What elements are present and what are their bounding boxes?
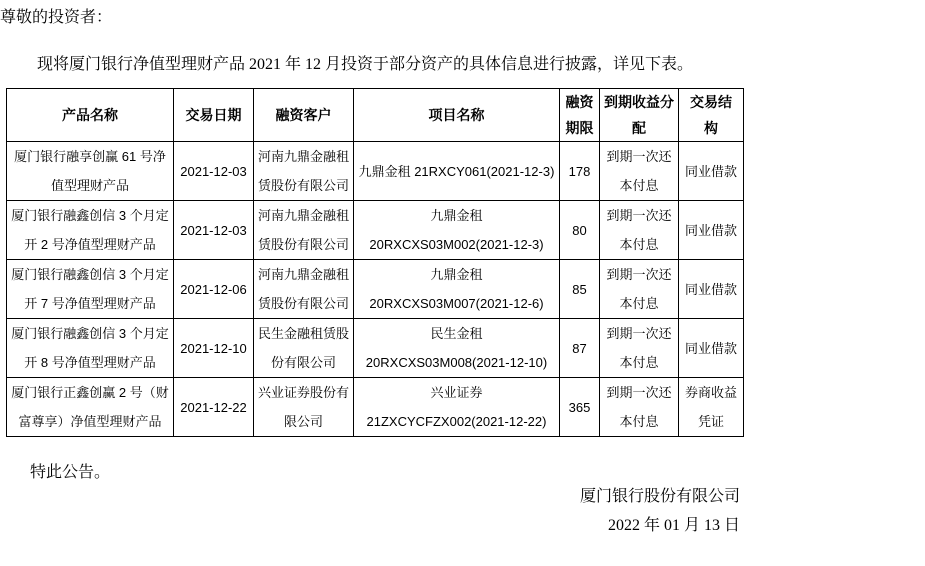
cell-trade-date: 2021-12-22 bbox=[174, 378, 254, 437]
header-term: 融资 期限 bbox=[560, 89, 600, 142]
disclosure-table bbox=[6, 88, 744, 437]
cell-payout: 到期一次还 本付息 bbox=[600, 319, 679, 378]
table-row bbox=[7, 201, 744, 260]
table-row bbox=[7, 260, 744, 319]
cell-trade-date: 2021-12-06 bbox=[174, 260, 254, 319]
cell-project: 兴业证券 21ZXCYCFZX002(2021-12-22) bbox=[354, 378, 560, 437]
intro-paragraph: 现将厦门银行净值型理财产品 2021 年 12 月投资于部分资产的具体信息进行披露，详见下表。 bbox=[37, 56, 694, 73]
header-client: 融资客户 bbox=[254, 89, 354, 142]
header-payout: 到期收益分 配 bbox=[600, 89, 679, 142]
cell-structure: 同业借款 bbox=[679, 142, 744, 201]
cell-payout: 到期一次还 本付息 bbox=[600, 378, 679, 437]
cell-product: 厦门银行融鑫创信 3 个月定 开 8 号净值型理财产品 bbox=[7, 319, 174, 378]
signature: 厦门银行股份有限公司 bbox=[579, 488, 740, 505]
cell-term: 178 bbox=[560, 142, 600, 201]
cell-client: 兴业证券股份有 限公司 bbox=[254, 378, 354, 437]
cell-product: 厦门银行正鑫创赢 2 号（财 富尊享）净值型理财产品 bbox=[7, 378, 174, 437]
cell-project: 民生金租 20RXCXS03M008(2021-12-10) bbox=[354, 319, 560, 378]
cell-client: 民生金融租赁股 份有限公司 bbox=[254, 319, 354, 378]
cell-project: 九鼎金租 20RXCXS03M002(2021-12-3) bbox=[354, 201, 560, 260]
table-row bbox=[7, 142, 744, 201]
cell-term: 87 bbox=[560, 319, 600, 378]
cell-project: 九鼎金租 20RXCXS03M007(2021-12-6) bbox=[354, 260, 560, 319]
cell-client: 河南九鼎金融租 赁股份有限公司 bbox=[254, 142, 354, 201]
cell-payout: 到期一次还 本付息 bbox=[600, 142, 679, 201]
cell-trade-date: 2021-12-10 bbox=[174, 319, 254, 378]
cell-client: 河南九鼎金融租 赁股份有限公司 bbox=[254, 201, 354, 260]
header-product: 产品名称 bbox=[7, 89, 174, 142]
cell-product: 厦门银行融享创赢 61 号净 值型理财产品 bbox=[7, 142, 174, 201]
cell-product: 厦门银行融鑫创信 3 个月定 开 2 号净值型理财产品 bbox=[7, 201, 174, 260]
cell-term: 365 bbox=[560, 378, 600, 437]
cell-client: 河南九鼎金融租 赁股份有限公司 bbox=[254, 260, 354, 319]
cell-structure: 同业借款 bbox=[679, 319, 744, 378]
cell-term: 85 bbox=[560, 260, 600, 319]
header-project: 项目名称 bbox=[354, 89, 560, 142]
cell-term: 80 bbox=[560, 201, 600, 260]
header-row bbox=[7, 89, 744, 142]
header-trade-date: 交易日期 bbox=[174, 89, 254, 142]
cell-structure: 同业借款 bbox=[679, 201, 744, 260]
cell-product: 厦门银行融鑫创信 3 个月定 开 7 号净值型理财产品 bbox=[7, 260, 174, 319]
greeting: 尊敬的投资者： bbox=[0, 9, 113, 26]
cell-project: 九鼎金租 21RXCY061(2021-12-3) bbox=[354, 142, 560, 201]
cell-trade-date: 2021-12-03 bbox=[174, 142, 254, 201]
cell-payout: 到期一次还 本付息 bbox=[600, 201, 679, 260]
signature-block bbox=[580, 482, 740, 540]
cell-structure: 同业借款 bbox=[679, 260, 744, 319]
closing: 特此公告。 bbox=[30, 464, 111, 481]
cell-structure: 券商收益 凭证 bbox=[679, 378, 744, 437]
cell-trade-date: 2021-12-03 bbox=[174, 201, 254, 260]
table-row bbox=[7, 378, 744, 437]
table-row bbox=[7, 319, 744, 378]
cell-payout: 到期一次还 本付息 bbox=[600, 260, 679, 319]
date: 2022 年 01 月 13 日 bbox=[607, 517, 740, 534]
header-structure: 交易结 构 bbox=[679, 89, 744, 142]
